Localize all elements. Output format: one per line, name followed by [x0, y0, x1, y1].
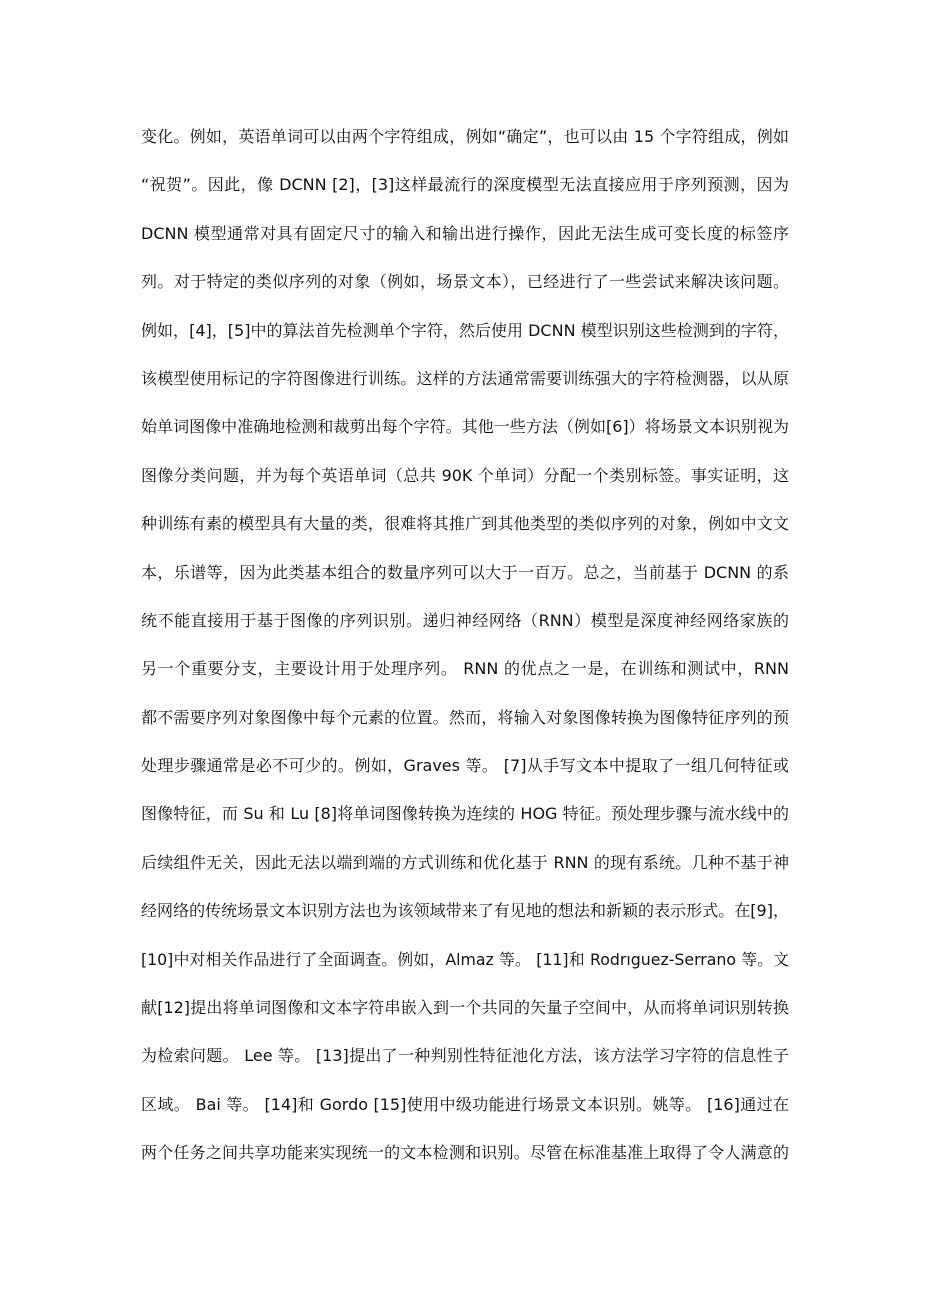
text-line: [10]中对相关作品进行了全面调查。例如，Almaz 等。 [11]和 Rodrıguez-Serrano 等。文: [141, 949, 789, 969]
text-line: 统不能直接用于基于图像的序列识别。递归神经网络（RNN）模型是深度神经网络家族的: [141, 610, 789, 630]
text-line: 图像分类问题，并为每个英语单词（总共 90K 个单词）分配一个类别标签。事实证明，这: [141, 465, 789, 485]
body-text: [141, 120, 789, 1185]
text-line: 经网络的传统场景文本识别方法也为该领域带来了有见地的想法和新颖的表示形式。在[9]，: [141, 901, 789, 921]
text-line: 本，乐谱等，因为此类基本组合的数量序列可以大于一百万。总之，当前基于 DCNN 的系: [141, 562, 789, 582]
text-line: 始单词图像中准确地检测和裁剪出每个字符。其他一些方法（例如[6]）将场景文本识别视为: [141, 417, 789, 437]
text-line: 种训练有素的模型具有大量的类，很难将其推广到其他类型的类似序列的对象，例如中文文: [141, 514, 789, 534]
text-line: 变化。例如，英语单词可以由两个字符组成，例如“确定”，也可以由 15 个字符组成，例如: [141, 127, 789, 146]
text-line: 为检索问题。 Lee 等。 [13]提出了一种判别性特征池化方法，该方法学习字符的信息性子: [141, 1046, 789, 1066]
text-line: 该模型使用标记的字符图像进行训练。这样的方法通常需要训练强大的字符检测器，以从原: [141, 368, 789, 388]
text-line: “祝贺”。因此，像 DCNN [2]，[3]这样最流行的深度模型无法直接应用于序列预测，因为: [141, 175, 789, 195]
text-line: 区域。 Bai 等。 [14]和 Gordo [15]使用中级功能进行场景文本识别。姚等。 [16]通过在: [141, 1094, 789, 1114]
text-line: DCNN 模型通常对具有固定尺寸的输入和输出进行操作，因此无法生成可变长度的标签序: [141, 223, 789, 243]
text-line: 处理步骤通常是必不可少的。例如，Graves 等。 [7]从手写文本中提取了一组几何特征或: [141, 756, 789, 776]
text-line: 列。对于特定的类似序列的对象（例如，场景文本），已经进行了一些尝试来解决该问题。: [141, 272, 789, 292]
text-line: 献[12]提出将单词图像和文本字符串嵌入到一个共同的矢量子空间中，从而将单词识别转换: [141, 998, 789, 1018]
text-line: 图像特征，而 Su 和 Lu [8]将单词图像转换为连续的 HOG 特征。预处理步骤与流水线中的: [141, 804, 789, 824]
text-line: 例如，[4]，[5]中的算法首先检测单个字符，然后使用 DCNN 模型识别这些检测到的字符，: [141, 320, 789, 340]
text-line: 另一个重要分支，主要设计用于处理序列。 RNN 的优点之一是，在训练和测试中，RNN: [141, 659, 789, 679]
text-line: 都不需要序列对象图像中每个元素的位置。然而，将输入对象图像转换为图像特征序列的预: [141, 707, 789, 727]
text-line: 后续组件无关，因此无法以端到端的方式训练和优化基于 RNN 的现有系统。几种不基于神: [141, 852, 789, 872]
text-line: 两个任务之间共享功能来实现统一的文本检测和识别。尽管在标准基准上取得了令人满意的: [141, 1143, 789, 1163]
